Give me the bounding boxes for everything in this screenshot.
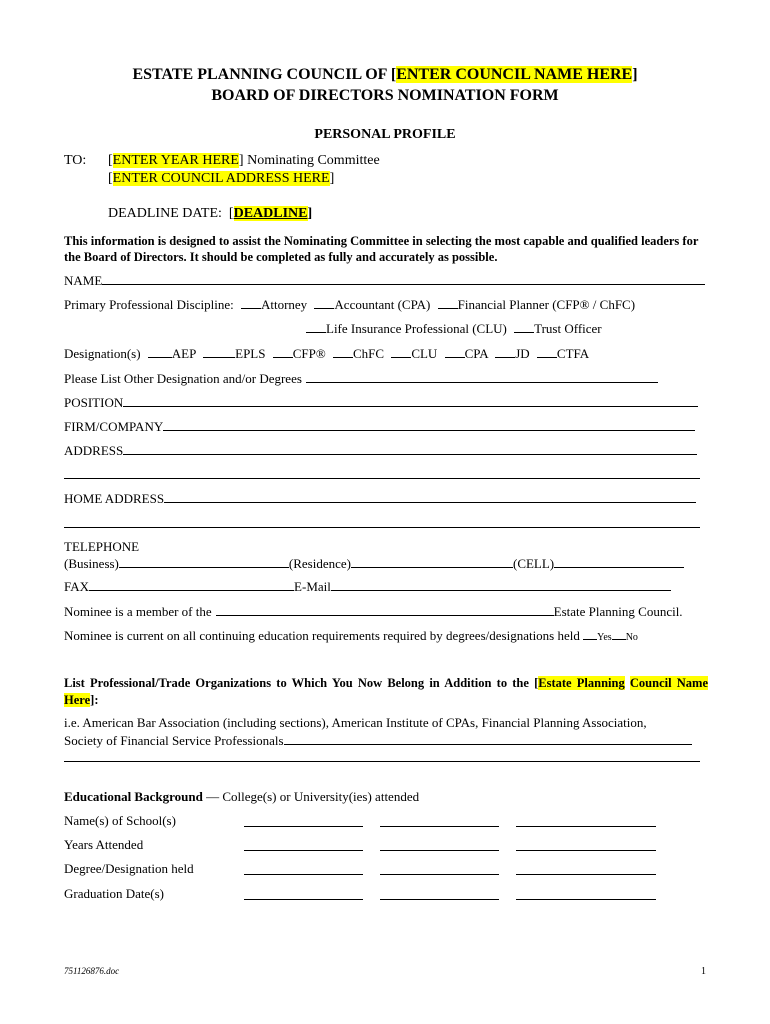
jd-checkline[interactable] — [495, 345, 515, 358]
position-field: POSITION — [64, 394, 698, 411]
other-designations-input-line[interactable] — [306, 370, 658, 383]
deadline-placeholder[interactable]: DEADLINE — [233, 206, 308, 221]
cpa-designation-checkline[interactable] — [445, 345, 465, 358]
home-address-input-line[interactable] — [164, 490, 696, 503]
designations-row: Designation(s) AEP EPLS CFP® ChFC CLU CPA JD CTFA — [64, 346, 590, 361]
discipline-row-1: Primary Professional Discipline: Attorney Accountant (CPA) Financial Planner (CFP® / ChFC) — [64, 297, 636, 312]
home-address-input-line-2[interactable] — [64, 527, 700, 528]
to-line-1: [ENTER YEAR HERE] Nominating Committee — [108, 153, 380, 168]
ce-no-checkline[interactable] — [612, 627, 626, 640]
member-of-council-field: Nominee is a member of the Estate Planning Council. — [64, 604, 683, 619]
footer-filename: 751126876.doc — [64, 966, 120, 976]
telephone-label: TELEPHONE — [64, 539, 140, 554]
school-3-input-line[interactable] — [516, 826, 656, 827]
name-input-line[interactable] — [102, 272, 705, 285]
school-2-input-line[interactable] — [380, 826, 499, 827]
fax-input-line[interactable] — [89, 578, 294, 591]
position-input-line[interactable] — [123, 394, 698, 407]
email-input-line[interactable] — [331, 578, 671, 591]
trust-officer-checkline[interactable] — [514, 320, 534, 333]
clu-designation-checkline[interactable] — [391, 345, 411, 358]
residence-phone-input-line[interactable] — [351, 555, 513, 568]
cpa-checkline[interactable] — [314, 296, 334, 309]
member-council-input-line[interactable] — [216, 603, 554, 616]
graduation-1-input-line[interactable] — [244, 899, 363, 900]
organizations-example-line-2: Society of Financial Service Professionals — [64, 732, 692, 749]
years-3-input-line[interactable] — [516, 850, 656, 851]
degree-3-input-line[interactable] — [516, 874, 656, 875]
degree-2-input-line[interactable] — [380, 874, 499, 875]
business-phone-input-line[interactable] — [119, 555, 289, 568]
footer-page-number: 1 — [701, 966, 706, 977]
chfc-checkline[interactable] — [333, 345, 353, 358]
attorney-checkline[interactable] — [241, 296, 261, 309]
firm-field: FIRM/COMPANY — [64, 418, 695, 435]
cell-phone-input-line[interactable] — [554, 555, 684, 568]
to-line-2: [ENTER COUNCIL ADDRESS HERE] — [108, 171, 335, 186]
form-title: ESTATE PLANNING COUNCIL OF [ENTER COUNCIL NAME HERE] — [132, 66, 638, 83]
years-2-input-line[interactable] — [380, 850, 499, 851]
degree-1-input-line[interactable] — [244, 874, 363, 875]
years-1-input-line[interactable] — [244, 850, 363, 851]
address-field: ADDRESS — [64, 442, 697, 459]
telephone-row: (Business) (Residence) (CELL) — [64, 555, 684, 572]
firm-input-line[interactable] — [163, 418, 695, 431]
section-heading-personal-profile: PERSONAL PROFILE — [314, 127, 456, 142]
ce-yes-checkline[interactable] — [583, 627, 597, 640]
to-label: TO: — [64, 153, 87, 168]
address-input-line[interactable] — [123, 442, 697, 455]
form-subtitle: BOARD OF DIRECTORS NOMINATION FORM — [211, 87, 559, 104]
estate-planning-placeholder-1[interactable]: Estate Planning — [538, 676, 625, 690]
intro-paragraph: This information is designed to assist the Nominating Committee in selecting the most capable and qualified leaders for the Board of Directors. It should be completed as fully and accurately as possible. — [64, 234, 699, 264]
clu-checkline[interactable] — [306, 320, 326, 333]
graduation-2-input-line[interactable] — [380, 899, 499, 900]
organizations-input-line-2[interactable] — [64, 761, 700, 762]
council-name-placeholder[interactable]: ENTER COUNCIL NAME HERE — [396, 66, 633, 83]
address-input-line-2[interactable] — [64, 478, 700, 479]
graduation-dates-label: Graduation Date(s) — [64, 886, 164, 901]
graduation-3-input-line[interactable] — [516, 899, 656, 900]
continuing-education-field: Nominee is current on all continuing education requirements required by degrees/designations held Yes No — [64, 628, 638, 643]
school-names-label: Name(s) of School(s) — [64, 813, 176, 828]
education-heading: Educational Background — College(s) or University(ies) attended — [64, 789, 420, 804]
deadline-line: DEADLINE DATE: [DEADLINE] — [108, 206, 313, 221]
organizations-input-line[interactable] — [284, 732, 692, 745]
years-attended-label: Years Attended — [64, 837, 144, 852]
ctfa-checkline[interactable] — [537, 345, 557, 358]
degree-designation-label: Degree/Designation held — [64, 861, 194, 876]
home-address-field: HOME ADDRESS — [64, 490, 696, 507]
school-1-input-line[interactable] — [244, 826, 363, 827]
other-designations-field: Please List Other Designation and/or Degrees — [64, 370, 658, 387]
council-name-placeholder-2[interactable]: Council Name Here — [64, 676, 709, 707]
council-address-placeholder[interactable]: ENTER COUNCIL ADDRESS HERE — [112, 171, 330, 186]
epls-checkline[interactable] — [203, 345, 235, 358]
year-placeholder[interactable]: ENTER YEAR HERE — [112, 153, 239, 168]
organizations-heading: List Professional/Trade Organizations to Which You Now Belong in Addition to the [Estate Planning Council Name Here]: — [64, 676, 709, 707]
fax-email-row: FAX E-Mail — [64, 578, 671, 595]
organizations-example-line-1: i.e. American Bar Association (including sections), American Institute of CPAs, Financial Planning Association, — [64, 715, 647, 730]
cfp-checkline[interactable] — [273, 345, 293, 358]
name-field: NAME — [64, 272, 705, 289]
discipline-row-2: Life Insurance Professional (CLU) Trust Officer — [306, 320, 602, 337]
aep-checkline[interactable] — [148, 345, 172, 358]
financial-planner-checkline[interactable] — [438, 296, 458, 309]
